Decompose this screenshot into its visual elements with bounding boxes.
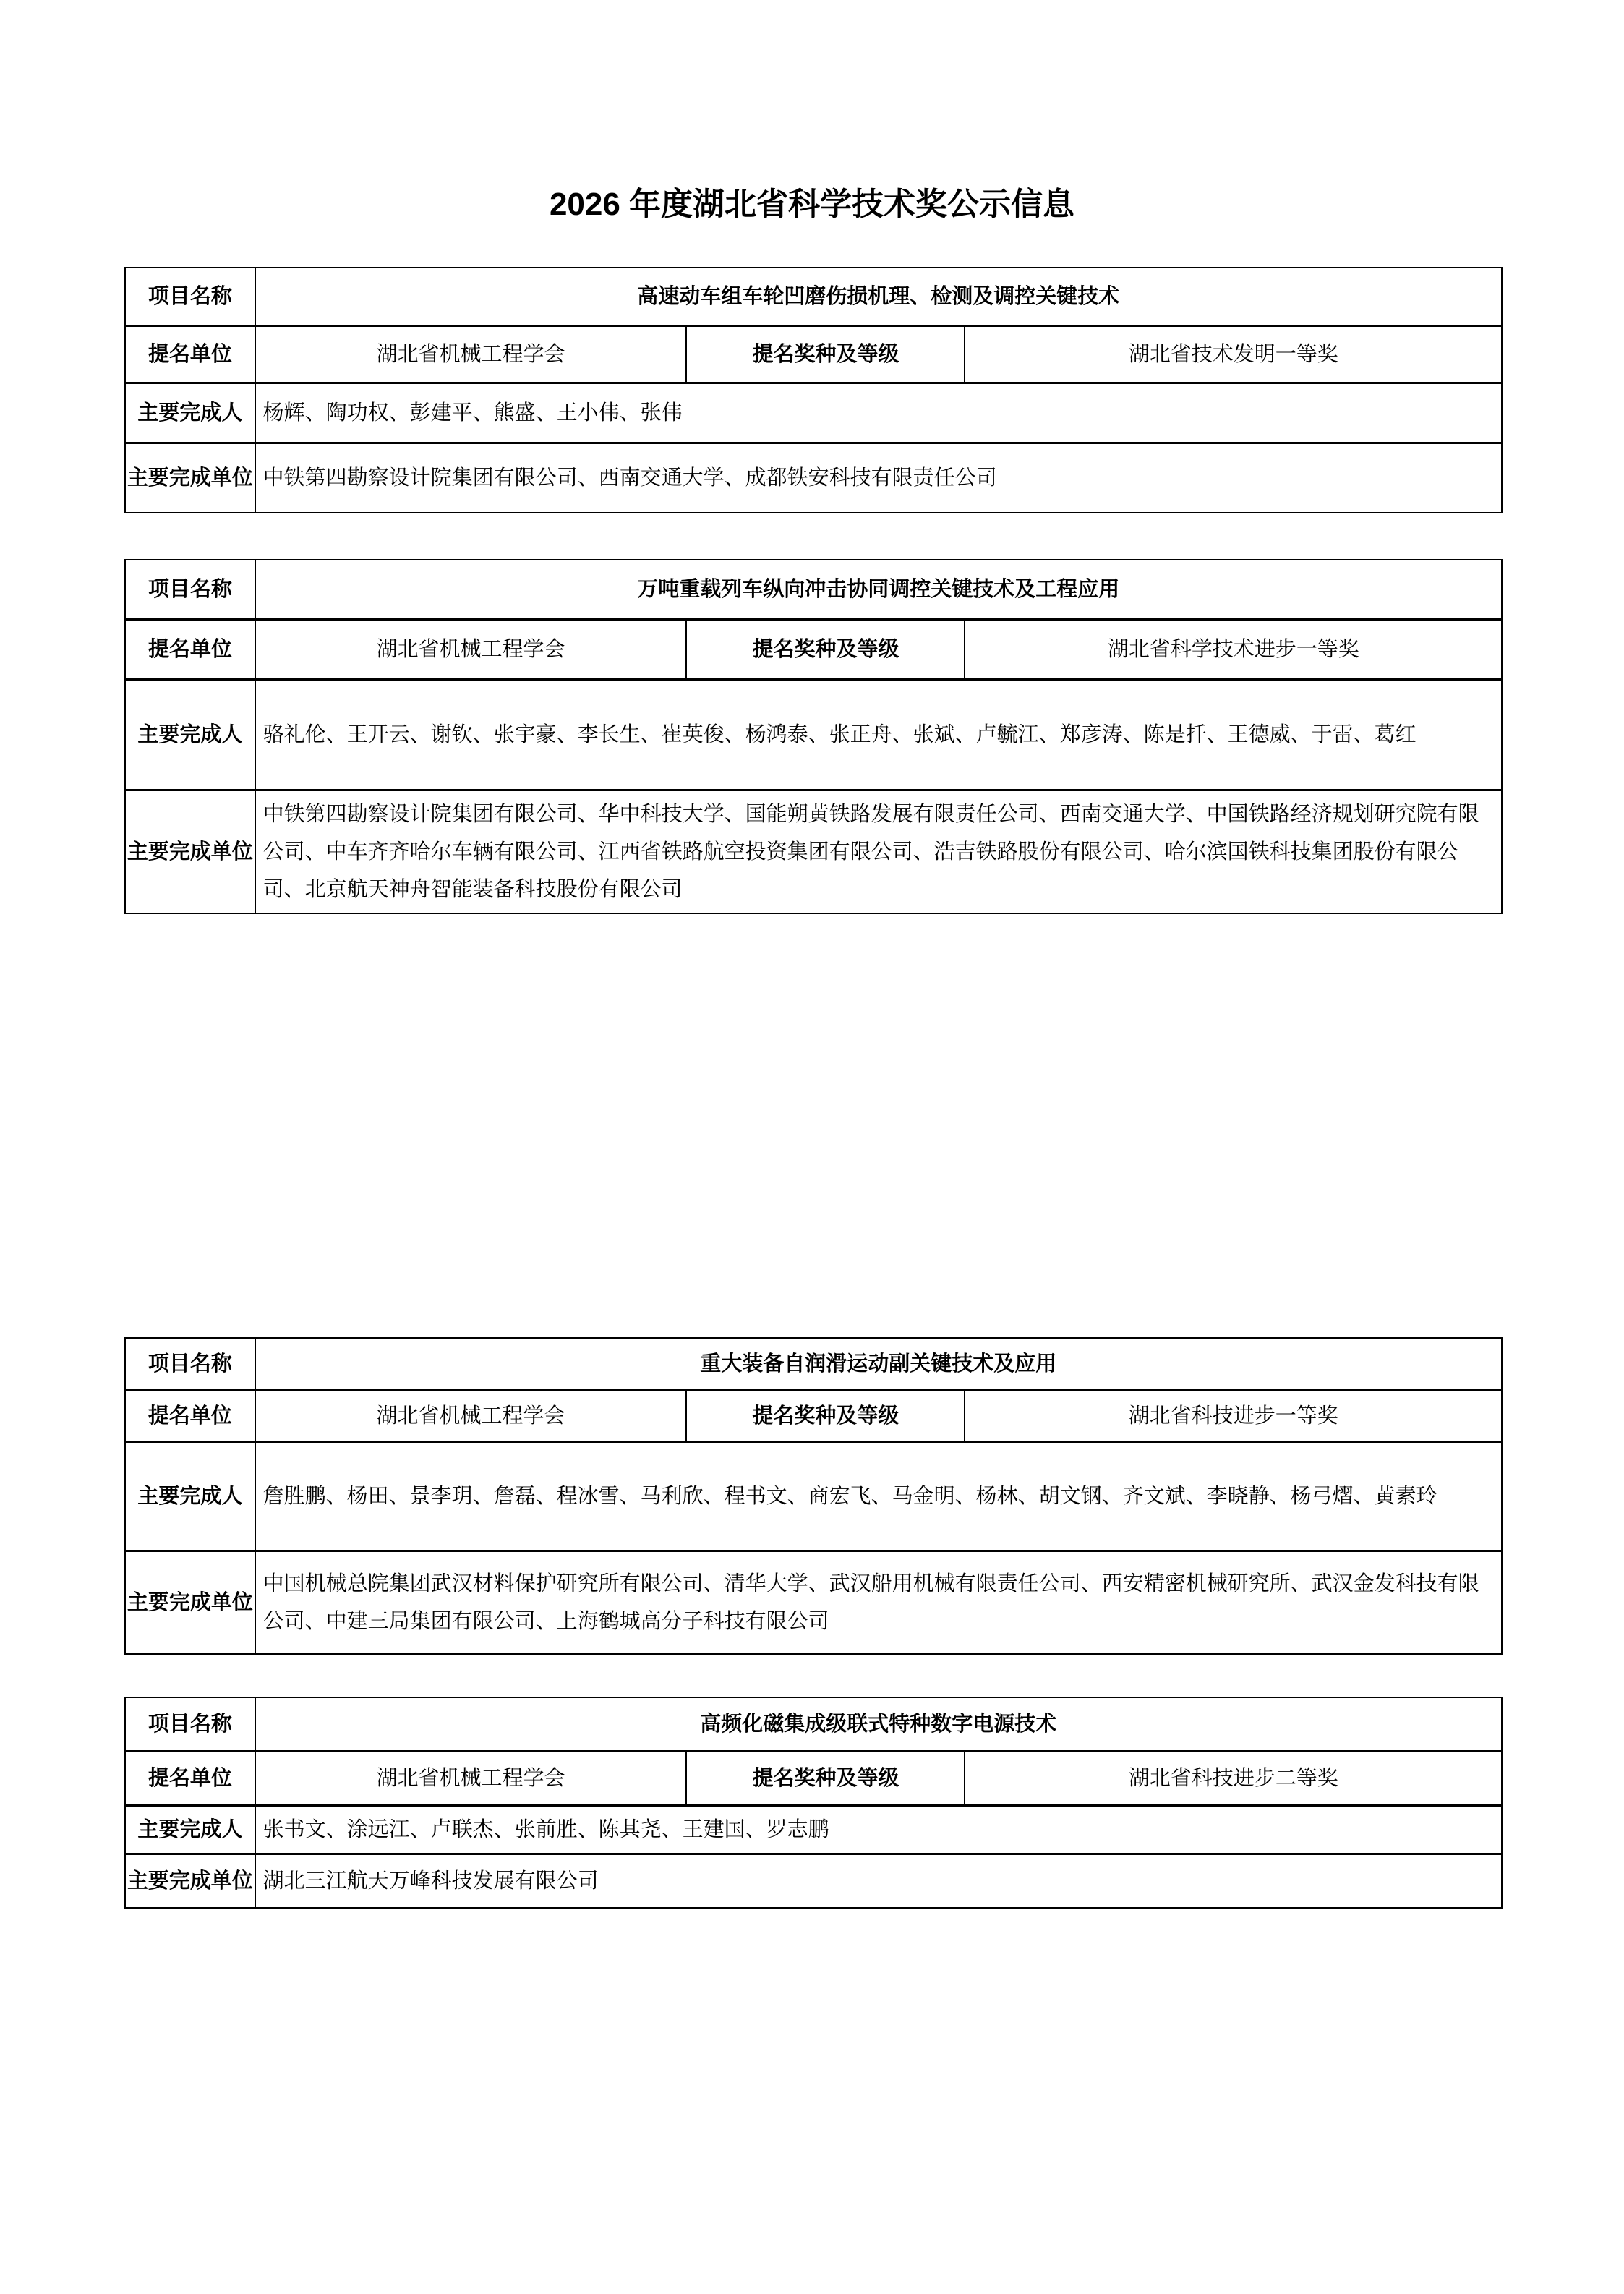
table-row: [126, 1804, 1501, 1853]
award-type-label: 提名奖种及等级: [685, 621, 964, 678]
contributors-value: 张书文、涂远江、卢联杰、张前胜、陈其尧、王建国、罗志鹏: [255, 1807, 1501, 1853]
table-row: [126, 1853, 1501, 1907]
project-name-value: 高速动车组车轮凹磨伤损机理、检测及调控关键技术: [255, 268, 1501, 325]
table-row: [126, 1389, 1501, 1441]
project-name-label: 项目名称: [148, 1713, 232, 1736]
nominator-value: 湖北省机械工程学会: [255, 1752, 686, 1804]
nominator-value: 湖北省机械工程学会: [255, 621, 686, 678]
units-label: 主要完成单位: [127, 466, 253, 490]
project-name-label: 项目名称: [148, 285, 232, 308]
contributors-value: 骆礼伦、王开云、谢钦、张宇豪、李长生、崔英俊、杨鸿泰、张正舟、张斌、卢毓江、郑彦涛、陈是扦、王德威、于雷、葛红: [255, 681, 1501, 789]
table-row: [126, 382, 1501, 442]
award-value: 湖北省科学技术进步一等奖: [964, 621, 1501, 678]
project-name-value: 高频化磁集成级联式特种数字电源技术: [255, 1698, 1501, 1750]
nominator-label: 提名单位: [148, 343, 232, 366]
table-row: [126, 1550, 1501, 1653]
spacer: [124, 1655, 1503, 1697]
units-label: 主要完成单位: [127, 1869, 253, 1893]
spacer: [124, 513, 1503, 559]
contributors-value: 詹胜鹏、杨田、景李玥、詹磊、程冰雪、马利欣、程书文、商宏飞、马金明、杨林、胡文钢、齐文斌、李晓静、杨弓熠、黄素玲: [255, 1443, 1501, 1550]
contributors-label: 主要完成人: [137, 1818, 243, 1841]
table-row: [126, 1698, 1501, 1750]
project-name-label: 项目名称: [148, 1352, 232, 1376]
contributors-label: 主要完成人: [137, 401, 243, 425]
table-row: [126, 442, 1501, 512]
contributors-value: 杨辉、陶功权、彭建平、熊盛、王小伟、张伟: [255, 384, 1501, 442]
project-name-value: 重大装备自润滑运动副关键技术及应用: [255, 1339, 1501, 1389]
table-row: [126, 325, 1501, 382]
award-table-2: [124, 559, 1503, 914]
project-name-value: 万吨重载列车纵向冲击协同调控关键技术及工程应用: [255, 560, 1501, 618]
nominator-label: 提名单位: [148, 1404, 232, 1428]
award-table-1: [124, 267, 1503, 513]
document-content: [124, 267, 1503, 1909]
table-row: [126, 789, 1501, 913]
units-label: 主要完成单位: [127, 840, 253, 864]
page-title: 2026 年度湖北省科学技术奖公示信息: [549, 187, 1075, 222]
page-break-spacer: [124, 914, 1503, 1337]
award-table-3: [124, 1337, 1503, 1655]
nominator-label: 提名单位: [148, 1767, 232, 1790]
units-value: 中铁第四勘察设计院集团有限公司、西南交通大学、成都铁安科技有限责任公司: [255, 444, 1501, 512]
units-value: 中国机械总院集团武汉材料保护研究所有限公司、清华大学、武汉船用机械有限责任公司、西安精密机械研究所、武汉金发科技有限公司、中建三局集团有限公司、上海鹤城高分子科技有限公司: [255, 1552, 1501, 1653]
units-label: 主要完成单位: [127, 1591, 253, 1614]
table-row: [126, 618, 1501, 678]
nominator-value: 湖北省机械工程学会: [255, 1391, 686, 1441]
table-row: [126, 1441, 1501, 1550]
award-type-label: 提名奖种及等级: [685, 1391, 964, 1441]
contributors-label: 主要完成人: [137, 1485, 243, 1508]
table-row: [126, 560, 1501, 618]
award-type-label: 提名奖种及等级: [685, 1752, 964, 1804]
table-row: [126, 678, 1501, 789]
nominator-label: 提名单位: [148, 638, 232, 661]
table-row: [126, 1339, 1501, 1389]
project-name-label: 项目名称: [148, 578, 232, 601]
table-row: [126, 268, 1501, 325]
award-value: 湖北省技术发明一等奖: [964, 327, 1501, 382]
units-value: 湖北三江航天万峰科技发展有限公司: [255, 1855, 1501, 1907]
award-value: 湖北省科技进步二等奖: [964, 1752, 1501, 1804]
table-row: [126, 1750, 1501, 1804]
nominator-value: 湖北省机械工程学会: [255, 327, 686, 382]
award-type-label: 提名奖种及等级: [685, 327, 964, 382]
contributors-label: 主要完成人: [137, 723, 243, 746]
award-value: 湖北省科技进步一等奖: [964, 1391, 1501, 1441]
units-value: 中铁第四勘察设计院集团有限公司、华中科技大学、国能朔黄铁路发展有限责任公司、西南交通大学、中国铁路经济规划研究院有限公司、中车齐齐哈尔车辆有限公司、江西省铁路航空投资集团有限公司、浩吉铁路股份有限公司、哈尔滨国铁科技集团股份有限公司、北京航天神舟智能装备科技股份有限公司: [255, 791, 1501, 913]
award-table-4: [124, 1697, 1503, 1909]
